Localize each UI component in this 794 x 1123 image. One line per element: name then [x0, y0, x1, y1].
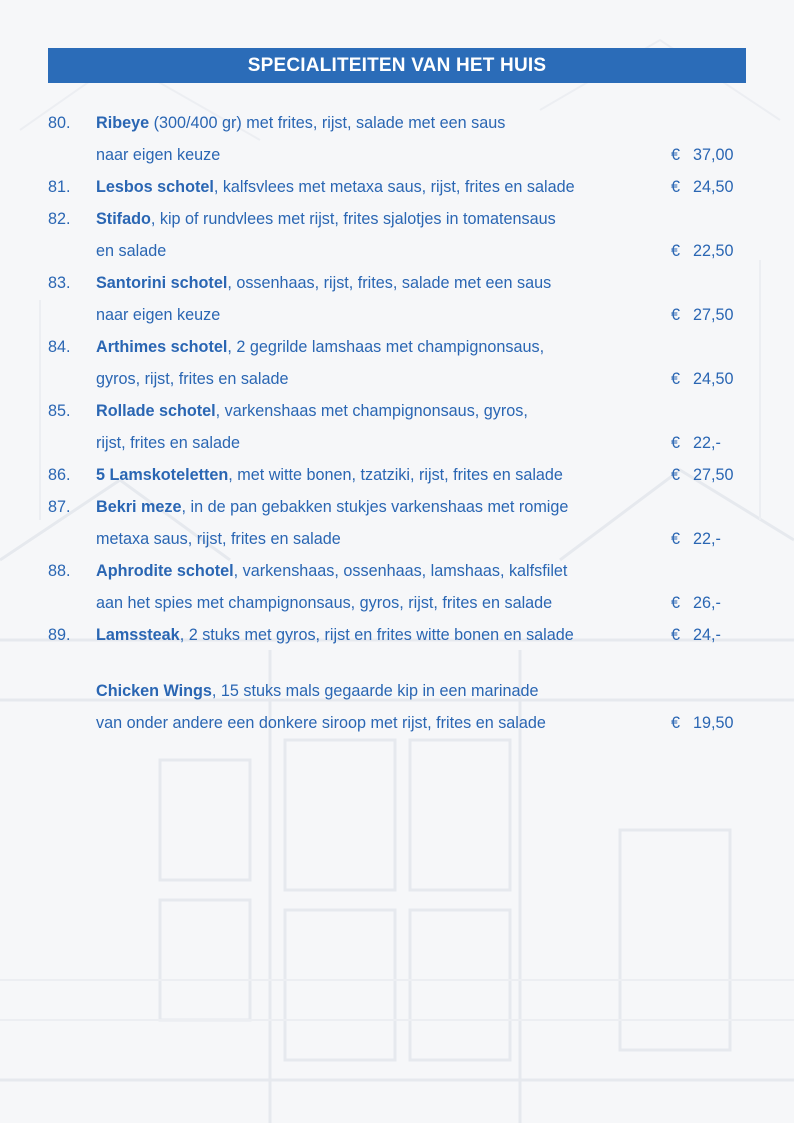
menu-item-85-cont [48, 427, 746, 459]
price-amount: 22,- [693, 434, 721, 452]
currency-symbol: € [671, 594, 681, 612]
currency-symbol: € [671, 370, 681, 388]
menu-item-82-cont [48, 235, 746, 267]
menu-item-87-cont [48, 523, 746, 555]
menu-item-87 [48, 491, 746, 523]
item-desc-line1: , 2 gegrilde lamshaas met champignonsaus, [227, 338, 545, 356]
menu-item-83 [48, 267, 746, 299]
item-desc-line1: , met witte bonen, tzatziki, rijst, frites en salade [228, 466, 563, 484]
item-name: Chicken Wings [96, 682, 212, 700]
item-number: 84. [48, 338, 71, 356]
menu-item-84 [48, 331, 746, 363]
menu-item-chicken-wings-cont [48, 707, 746, 739]
menu-item-84-cont [48, 363, 746, 395]
item-description [96, 459, 563, 491]
price-amount: 24,50 [693, 178, 734, 196]
currency-symbol: € [671, 306, 681, 324]
price-amount: 37,00 [693, 146, 734, 164]
menu-item-88 [48, 555, 746, 587]
menu-item-88-cont [48, 587, 746, 619]
item-description [96, 171, 575, 203]
item-name: Lesbos schotel [96, 178, 214, 196]
item-description [96, 491, 568, 523]
price-amount: 24,- [693, 626, 721, 644]
menu-item-86 [48, 459, 746, 491]
item-number: 88. [48, 562, 71, 580]
item-number: 87. [48, 498, 71, 516]
currency-symbol: € [671, 530, 681, 548]
item-desc-line1: (300/400 gr) met frites, rijst, salade met een saus [149, 114, 506, 132]
menu-list [48, 107, 746, 739]
price-amount: 22,50 [693, 242, 734, 260]
item-desc-line2: aan het spies met champignonsaus, gyros, rijst, frites en salade [96, 594, 553, 612]
currency-symbol: € [671, 242, 681, 260]
item-name: Ribeye [96, 114, 150, 132]
currency-symbol: € [671, 146, 681, 164]
menu-item-85 [48, 395, 746, 427]
item-number: 82. [48, 210, 71, 228]
item-number: 85. [48, 402, 71, 420]
price-amount: 27,50 [693, 306, 734, 324]
item-name: Stifado [96, 210, 151, 228]
item-desc-line2: naar eigen keuze [96, 146, 221, 164]
item-description [96, 203, 556, 235]
currency-symbol: € [671, 714, 681, 732]
item-desc-line1: , in de pan gebakken stukjes varkenshaas met romige [181, 498, 569, 516]
price-amount: 19,50 [693, 714, 734, 732]
item-number: 81. [48, 178, 71, 196]
price-amount: 24,50 [693, 370, 734, 388]
section-title: SPECIALITEITEN VAN HET HUIS [48, 48, 746, 83]
item-description [96, 267, 551, 299]
menu-item-83-cont [48, 299, 746, 331]
item-desc-line2: van onder andere een donkere siroop met rijst, frites en salade [96, 714, 546, 732]
item-desc-line2: naar eigen keuze [96, 306, 221, 324]
item-number: 80. [48, 114, 71, 132]
menu-item-80-cont [48, 139, 746, 171]
item-description [96, 619, 574, 651]
item-name: Santorini schotel [96, 274, 228, 292]
currency-symbol: € [671, 178, 681, 196]
item-description [96, 395, 528, 427]
item-desc-line2: rijst, frites en salade [96, 434, 240, 452]
item-number: 86. [48, 466, 71, 484]
item-desc-line1: , ossenhaas, rijst, frites, salade met een saus [227, 274, 552, 292]
item-description [96, 331, 544, 363]
spacer [48, 651, 746, 675]
item-desc-line1: , 15 stuks mals gegaarde kip in een marinade [211, 682, 539, 700]
menu-item-82 [48, 203, 746, 235]
currency-symbol: € [671, 626, 681, 644]
menu-item-81 [48, 171, 746, 203]
menu-item-89 [48, 619, 746, 651]
item-number: 89. [48, 626, 71, 644]
item-name: Aphrodite schotel [96, 562, 234, 580]
currency-symbol: € [671, 466, 681, 484]
item-name: Rollade schotel [96, 402, 216, 420]
item-desc-line2: en salade [96, 242, 167, 260]
item-desc-line2: gyros, rijst, frites en salade [96, 370, 289, 388]
menu-item-chicken-wings [48, 675, 746, 707]
item-description [96, 675, 539, 707]
item-desc-line2: metaxa saus, rijst, frites en salade [96, 530, 341, 548]
item-desc-line1: , varkenshaas met champignonsaus, gyros, [215, 402, 528, 420]
price-amount: 27,50 [693, 466, 734, 484]
item-desc-line1: , varkenshaas, ossenhaas, lamshaas, kalfsfilet [233, 562, 568, 580]
price-amount: 26,- [693, 594, 721, 612]
item-name: Bekri meze [96, 498, 182, 516]
menu-item-80 [48, 107, 746, 139]
item-desc-line1: , kalfsvlees met metaxa saus, rijst, frites en salade [213, 178, 575, 196]
item-description [96, 555, 567, 587]
item-name: Lamssteak [96, 626, 180, 644]
item-desc-line1: , 2 stuks met gyros, rijst en frites witte bonen en salade [179, 626, 574, 644]
item-name: Arthimes schotel [96, 338, 228, 356]
price-amount: 22,- [693, 530, 721, 548]
item-name: 5 Lamskoteletten [96, 466, 229, 484]
item-desc-line1: , kip of rundvlees met rijst, frites sjalotjes in tomatensaus [150, 210, 556, 228]
item-number: 83. [48, 274, 71, 292]
item-description [96, 107, 505, 139]
currency-symbol: € [671, 434, 681, 452]
